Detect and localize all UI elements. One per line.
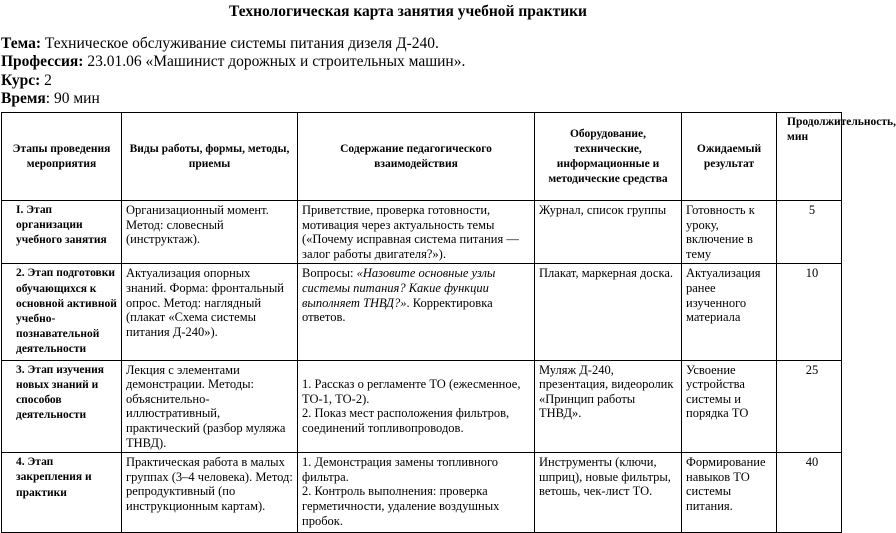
equipment-cell: Муляж Д-240, презентация, видеоролик «Принцип работы ТНВД». — [535, 360, 682, 453]
stage-cell: 2. Этап подготовки обучающихся к основной активной учебно-познавательной деятельности — [2, 264, 122, 360]
stage-cell: 4. Этап закрепления и практики — [2, 453, 122, 533]
equipment-cell: Инструменты (ключи, шприц), новые фильтры, ветошь, чек-лист ТО. — [535, 453, 682, 533]
table-row — [2, 360, 842, 453]
topic-label: Тема: — [1, 35, 41, 52]
time-value: : 90 мин — [45, 90, 100, 108]
duration-cell: 40 — [777, 453, 842, 533]
content-suffix: . Корректировка ответов. — [302, 295, 493, 325]
duration-cell: 10 — [777, 264, 842, 360]
course-label: Курс: — [1, 71, 41, 89]
profession-value: 23.01.06 «Машинист дорожных и строительных машин». — [83, 53, 466, 71]
header-duration: Продолжительность, мин — [777, 113, 842, 201]
content-line: 2. Контроль выполнения: проверка герметичности, удаление воздушных пробок. — [302, 484, 500, 528]
content-question: «Назовите основные узлы системы питания? Какие функции выполняет ТНВД?» — [302, 266, 496, 310]
profession-label: Профессия: — [1, 53, 84, 71]
course-value: 2 — [40, 71, 52, 89]
time-label: Время — [1, 90, 46, 108]
content-cell — [298, 360, 535, 453]
table-row — [2, 453, 842, 533]
header-methods: Виды работы, формы, методы, приемы — [122, 113, 298, 201]
result-cell: Формирование навыков ТО системы питания. — [682, 453, 777, 533]
stage-cell: I. Этап организации учебного занятия — [2, 201, 122, 264]
header-result: Ожидаемый результат — [682, 113, 777, 201]
content-cell: Приветствие, проверка готовности, мотивация через актуальность темы («Почему исправная система питания — залог работы двигателя?»). — [298, 201, 535, 264]
header-equipment: Оборудование, технические, информационные и методические средства — [535, 113, 682, 201]
content-line: 1. Демонстрация замены топливного фильтра. — [302, 455, 499, 484]
document-title: Технологическая карта занятия учебной практики — [229, 3, 587, 20]
header-stages: Этапы проведения мероприятия — [2, 113, 122, 201]
topic-line — [1, 35, 465, 53]
methods-cell: Лекция с элементами демонстрации. Методы: объяснительно-иллюстративный, практический (разбор муляжа ТНВД). — [122, 360, 298, 453]
lesson-plan-table — [1, 112, 896, 533]
duration-cell: 25 — [777, 360, 842, 453]
equipment-cell: Журнал, список группы — [535, 201, 682, 264]
table-row — [2, 201, 842, 264]
methods-cell: Практическая работа в малых группах (3–4 человека). Метод: репродуктивный (по инструкционным картам). — [122, 453, 298, 533]
content-cell — [298, 453, 535, 533]
lesson-meta — [1, 35, 465, 109]
content-line: 1. Рассказ о регламенте ТО (ежесменное, ТО-1, ТО-2). — [302, 377, 521, 406]
content-line: 2. Показ мест расположения фильтров, соединений топливопроводов. — [302, 406, 510, 435]
methods-cell: Организационный момент. Метод: словесный (инструктаж). — [122, 201, 298, 264]
course-line — [1, 72, 465, 90]
result-cell: Актуализация ранее изученного материала — [682, 264, 777, 360]
topic-value: Техническое обслуживание системы питания дизеля Д-240. — [41, 35, 439, 52]
content-cell — [298, 264, 535, 360]
methods-cell: Актуализация опорных знаний. Форма: фронтальный опрос. Метод: наглядный (плакат «Схема системы питания Д-240»). — [122, 264, 298, 360]
content-prefix: Вопросы: — [302, 266, 357, 281]
profession-line — [1, 53, 465, 71]
result-cell: Усвоение устройства системы и порядка ТО — [682, 360, 777, 453]
table-header-row — [2, 113, 842, 201]
table-row — [2, 264, 842, 360]
duration-cell: 5 — [777, 201, 842, 264]
header-content: Содержание педагогического взаимодействия — [298, 113, 535, 201]
result-cell: Готовность к уроку, включение в тему — [682, 201, 777, 264]
stage-cell: 3. Этап изучения новых знаний и способов деятельности — [2, 360, 122, 453]
equipment-cell: Плакат, маркерная доска. — [535, 264, 682, 360]
time-line — [1, 90, 465, 108]
